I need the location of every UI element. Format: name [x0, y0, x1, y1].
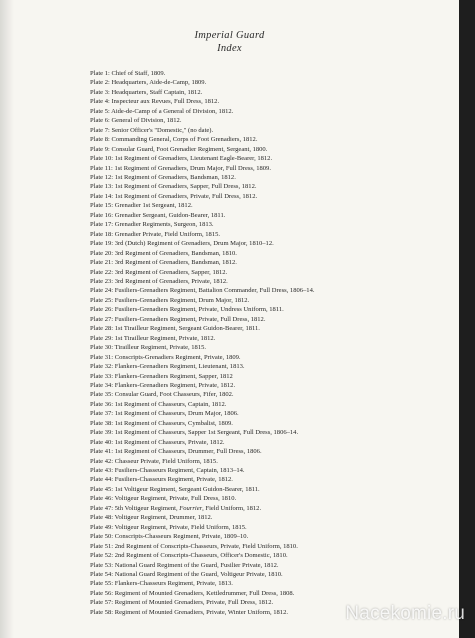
- plate-entry: Plate 21: 3rd Regiment of Grenadiers, Bandsman, 1812.: [90, 259, 237, 267]
- plate-entry: Plate 19: 3rd (Dutch) Regiment of Grenadiers, Drum Major, 1810–12.: [90, 240, 274, 248]
- plate-entry: Plate 30: Tirailleur Regiment, Private, 1815.: [90, 344, 207, 352]
- plate-entry: Plate 39: 1st Regiment of Chasseurs, Sapper 1st Sergeant, Full Dress, 1806–14.: [90, 429, 299, 437]
- plate-entry: Plate 31: Conscripts-Grenadiers Regiment, Private, 1809.: [90, 353, 241, 361]
- plate-entry: Plate 25: Fusiliers-Grenadiers Regiment, Drum Major, 1812.: [90, 296, 250, 304]
- plate-entry: Plate 41: 1st Regiment of Chasseurs, Drummer, Full Dress, 1806.: [90, 448, 262, 456]
- plate-entry: Plate 17: Grenadier Regiments, Surgeon, 1813.: [90, 221, 214, 229]
- plate-entry: Plate 55: Flankers-Chasseurs Regiment, Private, 1813.: [90, 580, 233, 588]
- plate-entry: Plate 22: 3rd Regiment of Grenadiers, Sapper, 1812.: [90, 268, 228, 276]
- plate-entry: Plate 6: General of Division, 1812.: [90, 117, 182, 125]
- plate-entry: Plate 20: 3rd Regiment of Grenadiers, Bandsman, 1810.: [90, 249, 237, 257]
- plate-entry: Plate 23: 3rd Regiment of Grenadiers, Private, 1812.: [90, 277, 228, 285]
- plate-entry: Plate 7: Senior Officer's "Domestic," (no date).: [90, 126, 214, 134]
- plate-entry: Plate 9: Consular Guard, Foot Grenadier Regiment, Sergeant, 1800.: [90, 145, 268, 153]
- plate-index-list: [90, 69, 455, 617]
- plate-entry: Plate 4: Inspecteur aux Revues, Full Dress, 1812.: [90, 98, 220, 106]
- plate-entry: Plate 24: Fusiliers-Grenadiers Regiment, Battalion Commander, Full Dress, 1806–14.: [90, 287, 315, 295]
- plate-entry: Plate 40: 1st Regiment of Chasseurs, Private, 1812.: [90, 438, 225, 446]
- plate-entry: Plate 47: 5th Voltigeur Regiment, Fourrier, Field Uniform, 1812.: [90, 504, 262, 512]
- plate-entry: Plate 54: National Guard Regiment of the Guard, Voltigeur Private, 1810.: [90, 571, 283, 579]
- spine-shadow: [0, 0, 14, 638]
- plate-entry: Plate 16: Grenadier Sergeant, Guidon-Bearer, 1811.: [90, 211, 226, 219]
- plate-entry: Plate 48: Voltigeur Regiment, Drummer, 1812.: [90, 514, 213, 522]
- plate-entry: Plate 38: 1st Regiment of Chasseurs, Cymbalist, 1809.: [90, 419, 233, 427]
- book-edge: [459, 0, 475, 638]
- plate-entry: Plate 35: Consular Guard, Foot Chasseurs, Fifer, 1802.: [90, 391, 234, 399]
- plate-entry: Plate 29: 1st Tirailleur Regiment, Private, 1812.: [90, 334, 216, 342]
- plate-entry: Plate 2: Headquarters, Aide-de-Camp, 1809.: [90, 79, 207, 87]
- plate-entry: Plate 37: 1st Regiment of Chasseurs, Drum Major, 1806.: [90, 410, 239, 418]
- plate-entry: Plate 5: Aide-de-Camp of a General of Division, 1812.: [90, 107, 234, 115]
- plate-entry: Plate 14: 1st Regiment of Grenadiers, Private, Full Dress, 1812.: [90, 192, 258, 200]
- plate-entry: Plate 51: 2nd Regiment of Conscripts-Chasseurs, Private, Field Uniform, 1810.: [90, 542, 298, 550]
- plate-entry: Plate 57: Regiment of Mounted Grenadiers, Private, Full Dress, 1812.: [90, 599, 274, 607]
- plate-entry: Plate 13: 1st Regiment of Grenadiers, Sapper, Full Dress, 1812.: [90, 183, 257, 191]
- plate-entry: Plate 34: Flankers-Grenadiers Regiment, Private, 1812.: [90, 381, 236, 389]
- plate-entry: Plate 3: Headquarters, Staff Captain, 1812.: [90, 88, 203, 96]
- plate-entry: Plate 44: Fusiliers-Chasseurs Regiment, Private, 1812.: [90, 476, 233, 484]
- plate-entry: Plate 10: 1st Regiment of Grenadiers, Lieutenant Eagle-Bearer, 1812.: [90, 155, 273, 163]
- plate-entry: Plate 42: Chasseur Private, Field Uniform, 1815.: [90, 457, 218, 465]
- plate-entry: Plate 27: Fusiliers-Grenadiers Regiment, Private, Full Dress, 1812.: [90, 315, 266, 323]
- plate-entry: Plate 32: Flankers-Grenadiers Regiment, Lieutenant, 1813.: [90, 363, 245, 371]
- document-subtitle: Index: [217, 43, 242, 54]
- plate-entry: Plate 8: Commanding General, Corps of Foot Grenadiers, 1812.: [90, 136, 258, 144]
- plate-entry: Plate 1: Chief of Staff, 1809.: [90, 70, 166, 77]
- plate-entry: Plate 45: 1st Voltigeur Regiment, Sergeant Guidon-Bearer, 1811.: [90, 485, 260, 493]
- plate-entry: Plate 50: Conscripts-Chasseurs Regiment, Private, 1809–10.: [90, 533, 249, 541]
- plate-entry: Plate 46: Voltigeur Regiment, Private, Full Dress, 1810.: [90, 495, 237, 503]
- plate-entry: Plate 58: Regiment of Mounted Grenadiers, Private, Winter Uniform, 1812.: [90, 608, 288, 616]
- plate-entry: Plate 43: Fusiliers-Chasseurs Regiment, Captain, 1813–14.: [90, 467, 245, 475]
- plate-entry: Plate 15: Grenadier 1st Sergeant, 1812.: [90, 202, 193, 210]
- plate-entry: Plate 28: 1st Tirailleur Regiment, Sergeant Guidon-Bearer, 1811.: [90, 325, 260, 333]
- plate-entry: Plate 18: Grenadier Private, Field Uniform, 1815.: [90, 230, 221, 238]
- watermark-text: Nacekomie.ru: [345, 603, 465, 624]
- plate-entry: Plate 53: National Guard Regiment of the Guard, Fusilier Private, 1812.: [90, 561, 279, 569]
- plate-entry: Plate 49: Voltigeur Regiment, Private, Field Uniform, 1815.: [90, 523, 247, 531]
- plate-entry: Plate 36: 1st Regiment of Chasseurs, Captain, 1812.: [90, 400, 227, 408]
- plate-entry: Plate 11: 1st Regiment of Grenadiers, Drum Major, Full Dress, 1809.: [90, 164, 271, 172]
- plate-entry: Plate 52: 2nd Regiment of Conscripts-Chasseurs, Officer's Domestic, 1810.: [90, 552, 288, 560]
- plate-entry: Plate 56: Regiment of Mounted Grenadiers, Kettledrummer, Full Dress, 1808.: [90, 589, 295, 597]
- document-title: Imperial Guard: [194, 30, 265, 41]
- plate-entry: Plate 26: Fusiliers-Grenadiers Regiment, Private, Undress Uniform, 1811.: [90, 306, 284, 314]
- plate-entry: Plate 33: Flankers-Grenadiers Regiment, Sapper, 1812: [90, 372, 233, 380]
- plate-entry: Plate 12: 1st Regiment of Grenadiers, Bandsman, 1812.: [90, 173, 236, 181]
